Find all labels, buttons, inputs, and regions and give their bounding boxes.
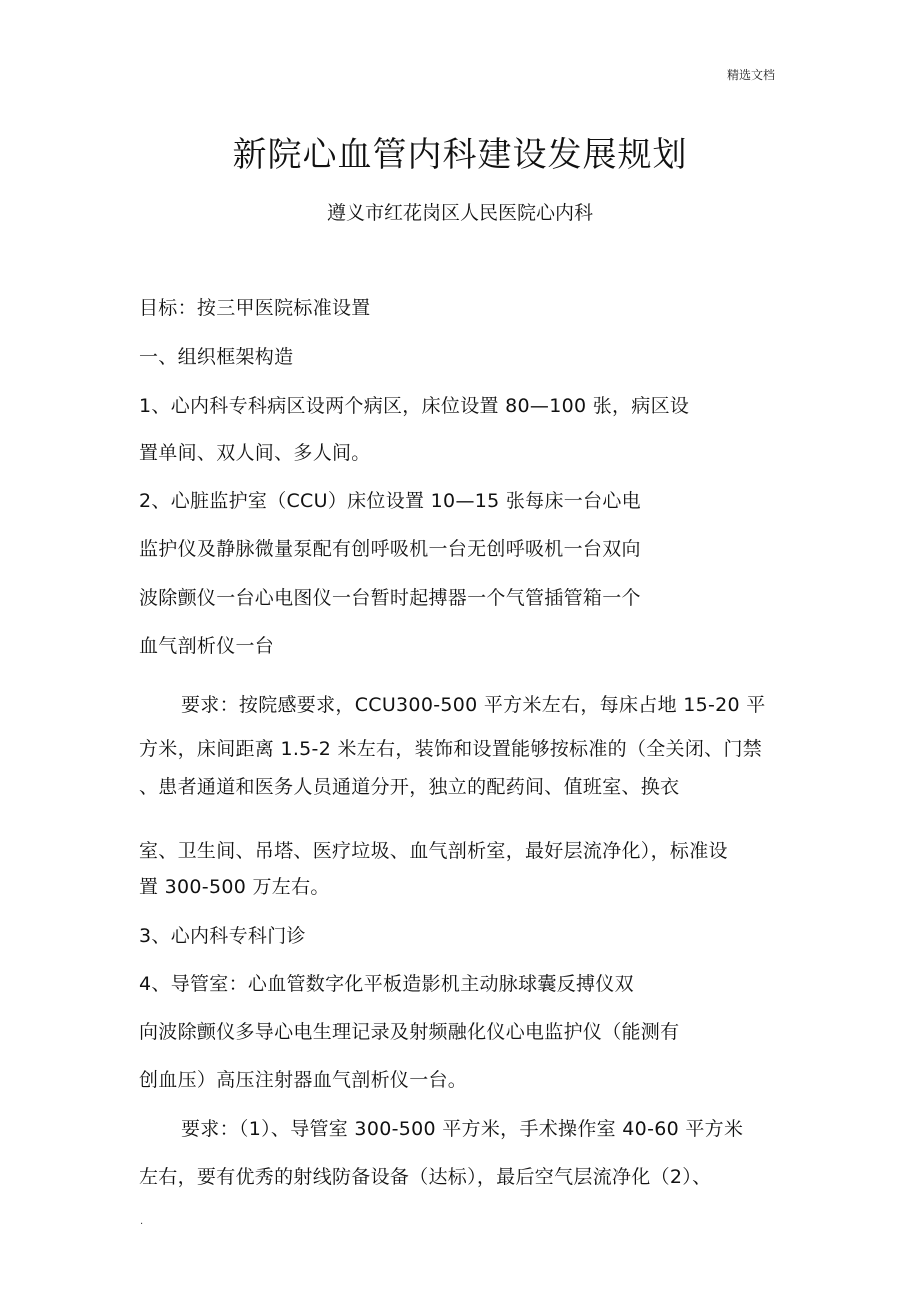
requirement-paragraph-line: 要求：按院感要求，CCU300-500 平方米左右，每床占地 15-20 平 <box>181 694 766 716</box>
body-text-line: 创血压）高压注射器血气剖析仪一台。 <box>139 1069 468 1091</box>
body-text-line: 1、心内科专科病区设两个病区，床位设置 80—100 张，病区设 <box>139 395 690 417</box>
body-text-line: 置 300-500 万左右。 <box>139 876 330 898</box>
body-text-line: 波除颤仪一台心电图仪一台暂时起搏器一个气管插管箱一个 <box>139 587 641 609</box>
body-text-line: 4、导管室：心血管数字化平板造影机主动脉球囊反搏仪双 <box>139 973 634 995</box>
body-text-line: 向波除颤仪多导心电生理记录及射频融化仪心电监护仪（能测有 <box>139 1021 680 1043</box>
page-subtitle: 遵义市红花岗区人民医院心内科 <box>326 202 593 224</box>
body-text-line: 左右，要有优秀的射线防备设备（达标），最后空气层流净化（2）、 <box>139 1166 712 1188</box>
section-heading-org-structure: 一、组织框架构造 <box>139 346 294 368</box>
body-text-line: 血气剖析仪一台 <box>139 635 275 657</box>
footer-mark: . <box>140 1216 144 1227</box>
body-text-line: 、患者通道和医务人员通道分开，独立的配药间、值班室、换衣 <box>139 776 680 798</box>
body-text-line: 3、心内科专科门诊 <box>139 925 306 947</box>
goal-line: 目标：按三甲医院标准设置 <box>139 297 371 319</box>
body-text-line: 监护仪及静脉微量泵配有创呼吸机一台无创呼吸机一台双向 <box>139 538 641 560</box>
page-title: 新院心血管内科建设发展规划 <box>232 135 688 175</box>
body-text-line: 室、卫生间、吊塔、医疗垃圾、血气剖析室，最好层流净化），标准设 <box>139 840 728 862</box>
requirement-paragraph-line: 要求：（1）、导管室 300-500 平方米，手术操作室 40-60 平方米 <box>181 1118 744 1140</box>
header-note: 精选文档 <box>727 68 776 82</box>
body-text-line: 方米，床间距离 1.5-2 米左右，装饰和设置能够按标准的（全关闭、门禁 <box>139 738 763 760</box>
body-text-line: 2、心脏监护室（CCU）床位设置 10—15 张每床一台心电 <box>139 490 641 512</box>
body-text-line: 置单间、双人间、多人间。 <box>139 442 371 464</box>
